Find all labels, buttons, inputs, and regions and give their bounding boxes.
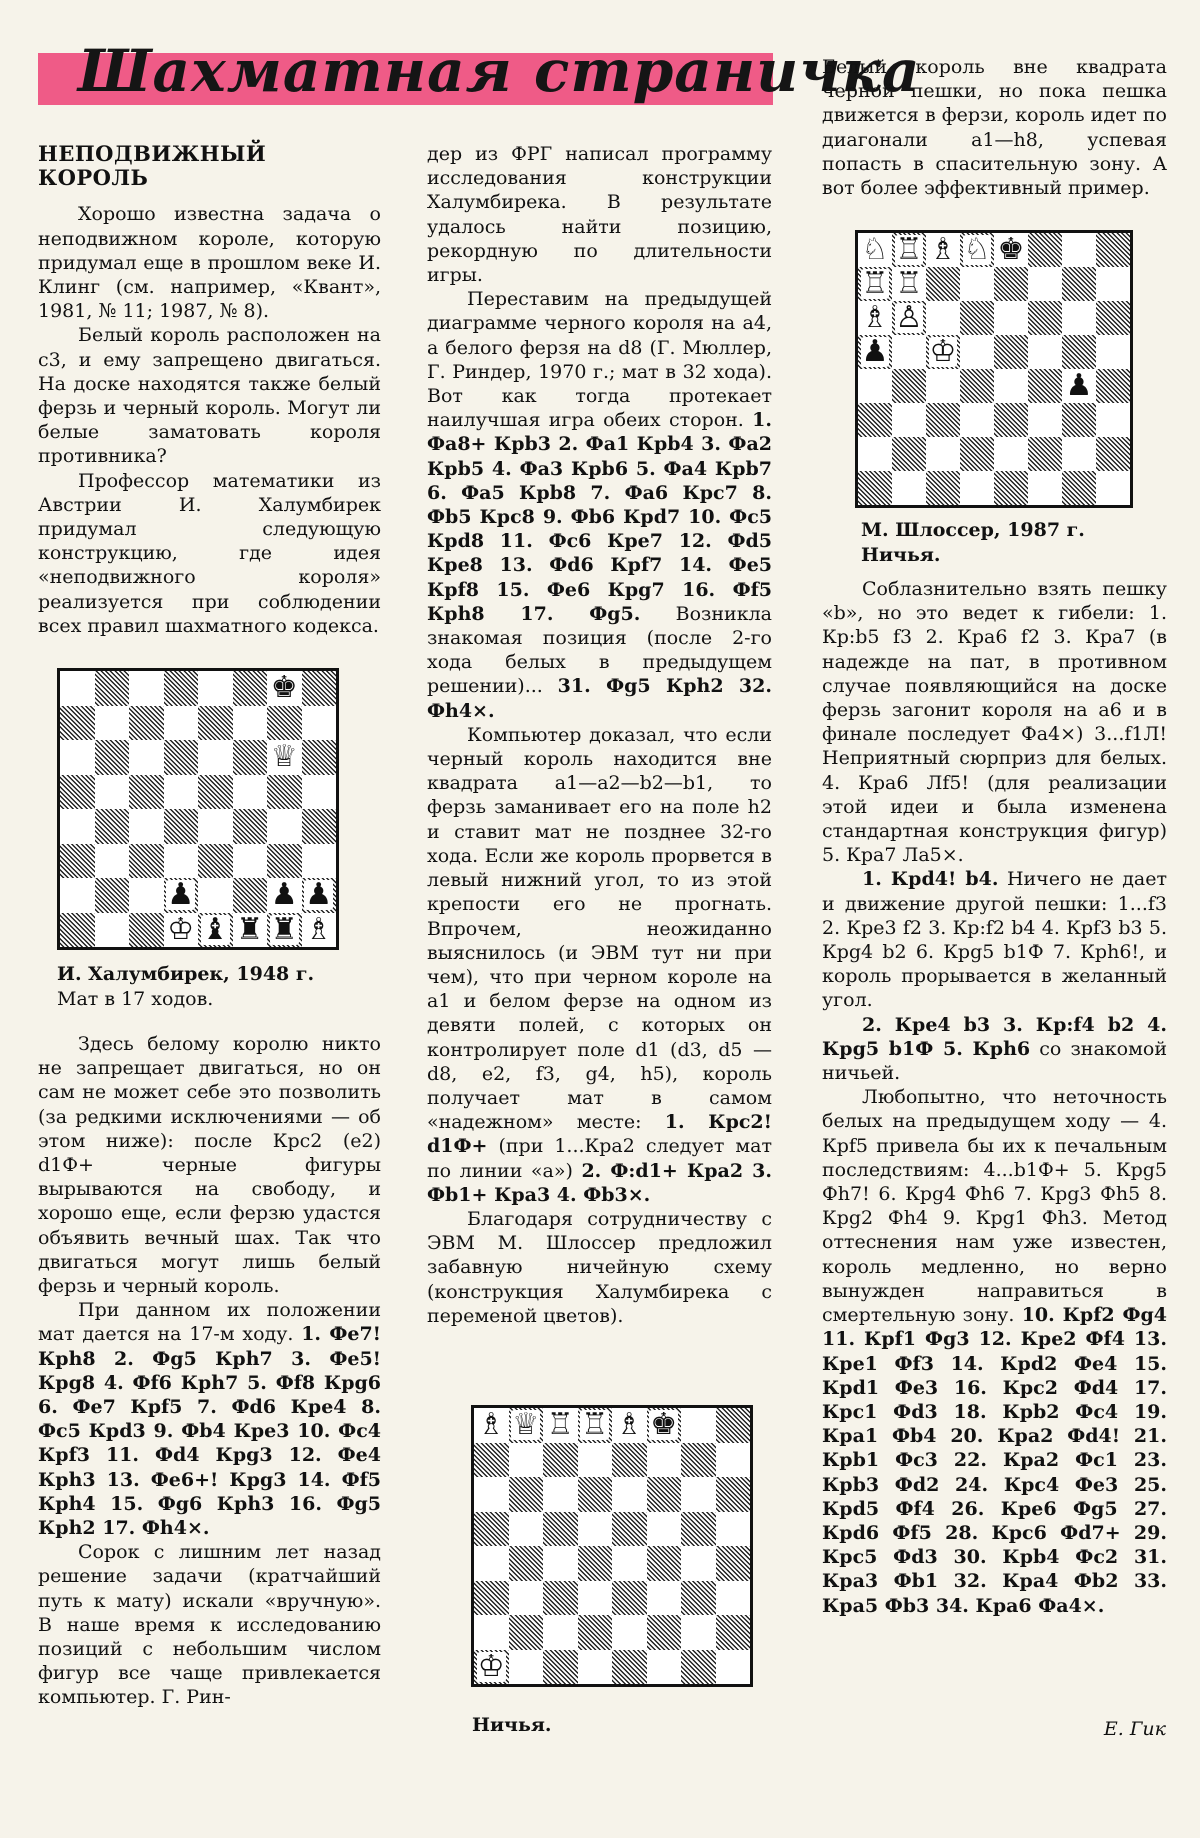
paragraph xyxy=(38,1298,381,1540)
board-square xyxy=(1062,471,1096,505)
board-square xyxy=(164,706,199,741)
board-square xyxy=(164,740,199,775)
board-square xyxy=(994,267,1028,301)
board-square xyxy=(302,809,337,844)
board-square xyxy=(681,1443,716,1478)
board-square xyxy=(198,809,233,844)
board-square xyxy=(681,1512,716,1547)
moves: 1. Крd4! b4. xyxy=(862,868,999,891)
board-square xyxy=(233,671,268,706)
board-square xyxy=(543,1443,578,1478)
moves: 1. Фe7! Крh8 2. Фg5 Крh7 3. Фe5! Крg8 4. Фf6 Крh7 5. Фf8 Крg6 6. Фe7 Крf5 7. Фd6 Крe4 8. Фc5 Крd3 9. Фb4 Крe3 10. Фc4 Крf3 11. Фd4 Крg3 12. Фe4 Крh3 13. Фe6+! Крg3 14. Фf5 Крh4 15. Фg6 Крh3 16. Фg5 Крh2 17. Фh4×. xyxy=(38,1323,382,1540)
board-square xyxy=(681,1581,716,1616)
board-square xyxy=(926,437,960,471)
board-square xyxy=(302,844,337,879)
board-square xyxy=(164,913,199,948)
board-square xyxy=(198,740,233,775)
board-square xyxy=(1096,369,1130,403)
board-square xyxy=(926,267,960,301)
board-square xyxy=(647,1581,682,1616)
column-3-lower xyxy=(822,577,1167,1618)
board-square xyxy=(509,1650,544,1685)
board-square xyxy=(1028,369,1062,403)
board-square xyxy=(578,1408,613,1443)
board-square xyxy=(233,913,268,948)
board-square xyxy=(1062,267,1096,301)
board-square xyxy=(267,844,302,879)
board-square xyxy=(198,775,233,810)
board-square xyxy=(892,267,926,301)
board-square xyxy=(612,1477,647,1512)
chess-piece-icon: ♖ xyxy=(895,232,923,267)
board-square xyxy=(60,740,95,775)
board-square xyxy=(1028,437,1062,471)
board-square xyxy=(994,301,1028,335)
diagram-1-caption xyxy=(57,962,357,1012)
chess-piece-icon: ♟ xyxy=(305,877,333,913)
chess-piece-icon: ♔ xyxy=(477,1648,505,1684)
board-square xyxy=(578,1581,613,1616)
board-square xyxy=(474,1408,509,1443)
board-square xyxy=(1096,233,1130,267)
board-square xyxy=(612,1650,647,1685)
board-square xyxy=(892,437,926,471)
paragraph xyxy=(822,1085,1167,1617)
board-square xyxy=(1062,335,1096,369)
board-square xyxy=(198,706,233,741)
board-square xyxy=(1062,437,1096,471)
board-square xyxy=(129,740,164,775)
board-square xyxy=(578,1546,613,1581)
board-square xyxy=(1096,403,1130,437)
chess-piece-icon: ♖ xyxy=(895,266,923,301)
text-run: Любопытно, что неточность белых на предыдущем ходу — 4. Крf5 привела бы их к печальным последствиям: 4...b1Ф+ 5. Крg5 Фh7! 6. Крg4 Фh6 7. Крg3 Фh5 8. Крg2 Фh4 9. Крg1 Фh3. Метод оттеснения нам уже известен, король медленно, но верно вынужден направиться в смертельную зону. xyxy=(822,1086,1167,1327)
board-square xyxy=(892,335,926,369)
board-square xyxy=(960,233,994,267)
paragraph: дер из ФРГ написал программу исследования конструкции Халумбирека. В результате удалось найти позицию, рекордную по длительности игры. xyxy=(427,143,772,287)
moves: 2. Ф:d1+ Крa2 3. Фb1+ Крa3 4. Фb3×. xyxy=(427,1159,772,1206)
board-square xyxy=(543,1650,578,1685)
board-square xyxy=(302,671,337,706)
chess-piece-icon: ♗ xyxy=(615,1407,643,1443)
board-square xyxy=(612,1615,647,1650)
board-square xyxy=(129,706,164,741)
board-square xyxy=(198,913,233,948)
board-square xyxy=(858,369,892,403)
board-square xyxy=(543,1546,578,1581)
board-square xyxy=(267,740,302,775)
board-square xyxy=(647,1443,682,1478)
moves: 2. Крe4 b3 3. Кр:f4 b2 4. Крg5 b1Ф 5. Крh6 xyxy=(822,1013,1167,1060)
board-square xyxy=(302,740,337,775)
chess-piece-icon: ♔ xyxy=(929,334,957,369)
board-square xyxy=(267,809,302,844)
board-square xyxy=(164,671,199,706)
diagram-caption-author: М. Шлоссер, 1987 г. xyxy=(861,519,1085,541)
board-square xyxy=(267,671,302,706)
board-square xyxy=(95,809,130,844)
board-square xyxy=(60,775,95,810)
board-square xyxy=(960,301,994,335)
board-square xyxy=(960,267,994,301)
board-square xyxy=(647,1477,682,1512)
board-square xyxy=(892,471,926,505)
board-square xyxy=(543,1477,578,1512)
chess-piece-icon: ♖ xyxy=(546,1407,574,1443)
board-square xyxy=(612,1546,647,1581)
board-square xyxy=(1028,335,1062,369)
board-square xyxy=(1028,267,1062,301)
board-square xyxy=(129,878,164,913)
chess-piece-icon: ♘ xyxy=(861,232,889,267)
board-square xyxy=(858,471,892,505)
section-banner xyxy=(38,37,921,105)
board-square xyxy=(926,403,960,437)
board-square xyxy=(926,335,960,369)
board-square xyxy=(716,1512,751,1547)
chess-piece-icon: ♙ xyxy=(895,300,923,335)
board-square xyxy=(647,1615,682,1650)
board-square xyxy=(233,706,268,741)
board-square xyxy=(994,335,1028,369)
chess-piece-icon: ♟ xyxy=(270,877,298,913)
board-square xyxy=(129,775,164,810)
chess-piece-icon: ♕ xyxy=(512,1407,540,1443)
board-square xyxy=(681,1615,716,1650)
board-square xyxy=(926,471,960,505)
moves: 1. Фa8+ Крb3 2. Фa1 Крb4 3. Фa2 Крb5 4. Фa3 Крb6 5. Фa4 Крb7 6. Фa5 Крb8 7. Фa6 Крc7 8. Фb5 Крc8 9. Фb6 Крd7 10. Фc5 Крd8 11. Фc6 Крe7 12. Фd5 Крe8 13. Фd6 Крf7 14. Фe5 Крf8 15. Фe6 Крg7 16. Фf5 Крh8 17. Фg5. xyxy=(427,409,772,625)
chess-piece-icon: ♟ xyxy=(861,334,889,369)
paragraph: Сорок с лишним лет назад решение задачи (кратчайший путь к мату) искали «вручную». В наше время к исследованию позиций с небольшим числом фигур все чаще привлекается компьютер. Г. Рин- xyxy=(38,1541,381,1709)
board-square xyxy=(647,1650,682,1685)
board-square xyxy=(302,878,337,913)
paragraph: Белый король вне квадрата черной пешки, но пока пешка движется в ферзи, король идет по диагонали a1—h8, успевая попасть в спасительную зону. А вот более эффективный пример. xyxy=(822,56,1167,200)
moves: 1. Крc2! d1Ф+ xyxy=(427,1111,772,1158)
board-square xyxy=(302,913,337,948)
board-square xyxy=(1096,471,1130,505)
board-square xyxy=(716,1443,751,1478)
article-heading: НЕПОДВИЖНЫЙ КОРОЛЬ xyxy=(38,141,267,191)
board-square xyxy=(60,878,95,913)
board-square xyxy=(1062,369,1096,403)
paragraph xyxy=(822,1013,1167,1086)
board-square xyxy=(960,335,994,369)
board-square xyxy=(892,403,926,437)
board-square xyxy=(1028,403,1062,437)
chess-diagram-3 xyxy=(855,230,1133,508)
board-square xyxy=(578,1650,613,1685)
board-square xyxy=(716,1477,751,1512)
chess-piece-icon: ♟ xyxy=(167,877,195,913)
board-square xyxy=(509,1408,544,1443)
board-square xyxy=(1028,471,1062,505)
board-square xyxy=(926,369,960,403)
board-square xyxy=(1096,437,1130,471)
board-square xyxy=(1096,267,1130,301)
board-square xyxy=(578,1477,613,1512)
column-1-lower xyxy=(38,1032,381,1710)
chess-piece-icon: ♜ xyxy=(270,911,298,947)
board-square xyxy=(164,878,199,913)
board-square xyxy=(543,1581,578,1616)
board-square xyxy=(960,471,994,505)
text-run: (при 1...Крa2 следует мат по линии «a») xyxy=(427,1135,773,1182)
board-square xyxy=(164,775,199,810)
chess-piece-icon: ♘ xyxy=(963,232,991,267)
board-square xyxy=(302,775,337,810)
chess-piece-icon: ♔ xyxy=(167,911,195,947)
diagram-3-caption xyxy=(861,518,1161,568)
board-square xyxy=(60,671,95,706)
chess-piece-icon: ♚ xyxy=(650,1407,678,1443)
chess-piece-icon: ♝ xyxy=(201,911,229,947)
board-square xyxy=(994,403,1028,437)
board-square xyxy=(716,1581,751,1616)
board-square xyxy=(1096,301,1130,335)
paragraph xyxy=(427,723,772,1207)
paragraph xyxy=(427,287,772,723)
chess-piece-icon: ♖ xyxy=(861,266,889,301)
board-square xyxy=(164,844,199,879)
board-square xyxy=(892,233,926,267)
diagram-caption-result: Ничья. xyxy=(861,544,941,566)
board-square xyxy=(60,809,95,844)
chess-piece-icon: ♖ xyxy=(581,1407,609,1443)
board-square xyxy=(858,267,892,301)
board-square xyxy=(129,671,164,706)
board-square xyxy=(1028,301,1062,335)
board-square xyxy=(612,1512,647,1547)
chess-piece-icon: ♗ xyxy=(861,300,889,335)
board-square xyxy=(543,1408,578,1443)
board-square xyxy=(474,1581,509,1616)
board-square xyxy=(578,1615,613,1650)
board-square xyxy=(509,1615,544,1650)
board-square xyxy=(129,913,164,948)
board-square xyxy=(267,775,302,810)
board-square xyxy=(1062,233,1096,267)
board-square xyxy=(474,1512,509,1547)
board-square xyxy=(612,1408,647,1443)
board-square xyxy=(198,878,233,913)
board-square xyxy=(474,1650,509,1685)
paragraph: Благодаря сотрудничеству с ЭВМ М. Шлоссер предложил забавную ничейную схему (конструкция Халумбирека с переменой цветов). xyxy=(427,1207,772,1327)
text-run: Компьютер доказал, что если черный король находится вне квадрата a1—a2—b2—b1, то ферзь заманивает его на поле h2 и ставит мат не позднее 32-го хода. Если же король прорвется в левый нижний угол, то из этой крепости его не прогнать. Впрочем, неожиданно выяснилось (и ЭВМ тут ни при чем), что при черном короле на a1 и белом ферзе на одном из девяти полей, с которых он контролирует поле d1 (d3, d5 — d8, e2, f3, g4, h5), король получает мат в самом «надежном» месте: xyxy=(427,723,772,1134)
board-square xyxy=(95,706,130,741)
board-square xyxy=(509,1477,544,1512)
paragraph: Профессор математики из Австрии И. Халумбирек придумал следующую конструкцию, где идея «неподвижного короля» реализуется при соблюдении всех правил шахматного кодекса. xyxy=(38,469,381,637)
chess-diagram-1 xyxy=(57,668,339,950)
board-square xyxy=(164,809,199,844)
board-square xyxy=(198,671,233,706)
board-square xyxy=(95,775,130,810)
board-square xyxy=(509,1581,544,1616)
column-1 xyxy=(38,142,381,638)
board-square xyxy=(578,1512,613,1547)
board-square xyxy=(474,1546,509,1581)
board-square xyxy=(1062,403,1096,437)
column-2 xyxy=(427,142,772,1328)
board-square xyxy=(60,706,95,741)
board-square xyxy=(681,1650,716,1685)
chess-piece-icon: ♟ xyxy=(1065,368,1093,403)
board-square xyxy=(994,471,1028,505)
board-square xyxy=(474,1477,509,1512)
text-run: Ничего не дает и движение другой пешки: 1...f3 2. Крe3 f2 3. Кр:f2 b4 4. Крf3 b3 5. Крg4 b2 6. Крg5 b1Ф 7. Крh6!, и король прорывается в желанный угол. xyxy=(822,868,1167,1012)
paragraph: Белый король расположен на c3, и ему запрещено двигаться. На доске находятся также белый ферзь и черный король. Могут ли белые заматовать короля противника? xyxy=(38,324,381,468)
board-square xyxy=(543,1615,578,1650)
board-square xyxy=(233,740,268,775)
board-square xyxy=(267,913,302,948)
chess-piece-icon: ♗ xyxy=(305,911,333,947)
paragraph: Здесь белому королю никто не запрещает двигаться, но он сам не может себе это позволить (за редкими исключениями — об этом ниже): после Крc2 (e2) d1Ф+ черные фигуры вырываются на свободу, и хорошо еще, если ферзю удастся объявить вечный шах. Так что двигаться могут лишь белый ферзь и черный король. xyxy=(38,1033,381,1298)
board-square xyxy=(543,1512,578,1547)
board-square xyxy=(716,1650,751,1685)
board-square xyxy=(681,1408,716,1443)
board-square xyxy=(994,437,1028,471)
board-square xyxy=(647,1512,682,1547)
board-square xyxy=(1028,233,1062,267)
board-square xyxy=(926,233,960,267)
board-square xyxy=(233,844,268,879)
board-square xyxy=(647,1408,682,1443)
board-square xyxy=(858,437,892,471)
moves: 10. Крf2 Фg4 11. Крf1 Фg3 12. Крe2 Фf4 13. Крe1 Фf3 14. Крd2 Фe4 15. Крd1 Фe3 16. Крc2 Фd4 17. Крc1 Фd3 18. Крb2 Фc4 19. Крa1 Фb4 20. Крa2 Фd4! 21. Крb1 Фc3 22. Крa2 Фc1 23. Крb3 Фd2 24. Крc4 Фe3 25. Крd5 Фf4 26. Крe6 Фg5 27. Крd6 Фf5 28. Крc6 Фd7+ 29. Крc5 Фd3 30. Крb4 Фc2 31. Крa3 Фb1 32. Крa4 Фb2 33. Крa5 Фb3 34. Крa6 Фa4×. xyxy=(822,1304,1167,1617)
board-square xyxy=(612,1581,647,1616)
board-square xyxy=(267,878,302,913)
board-square xyxy=(95,671,130,706)
diagram-caption-author: И. Халумбирек, 1948 г. xyxy=(57,963,315,985)
diagram-2-caption: Ничья. xyxy=(472,1714,552,1736)
paragraph: Соблазнительно взять пешку «b», но это ведет к гибели: 1. Кр:b5 f3 2. Крa6 f2 3. Крa7 (в надежде на пат, в противном случае появляющийся на доске ферзь загонит короля на a6 и в финале последует Фa4×) 3...f1Л! Неприятный сюрприз для белых. 4. Крa6 Лf5! (для реализации этой идеи и была изменена стандартная конструкция фигур) 5. Крa7 Лa5×. xyxy=(822,578,1167,867)
board-square xyxy=(95,740,130,775)
chess-piece-icon: ♗ xyxy=(929,232,957,267)
chess-piece-icon: ♕ xyxy=(270,739,298,775)
board-square xyxy=(681,1546,716,1581)
board-square xyxy=(233,878,268,913)
chess-piece-icon: ♚ xyxy=(997,232,1025,267)
chess-piece-icon: ♗ xyxy=(477,1407,505,1443)
board-square xyxy=(716,1408,751,1443)
board-square xyxy=(716,1546,751,1581)
board-square xyxy=(95,844,130,879)
chess-diagram-2 xyxy=(471,1405,753,1687)
board-square xyxy=(926,301,960,335)
chess-piece-icon: ♚ xyxy=(270,670,298,706)
board-square xyxy=(129,844,164,879)
board-square xyxy=(960,437,994,471)
board-square xyxy=(578,1443,613,1478)
board-square xyxy=(233,775,268,810)
moves: 31. Фg5 Крh2 32. Фh4×. xyxy=(427,675,772,722)
board-square xyxy=(302,706,337,741)
author-signature: Е. Гик xyxy=(1103,1718,1166,1740)
text-run: При данном их положении мат дается на 17-м ходу. xyxy=(38,1299,381,1346)
board-square xyxy=(509,1546,544,1581)
board-square xyxy=(474,1615,509,1650)
board-square xyxy=(95,878,130,913)
board-square xyxy=(892,301,926,335)
board-square xyxy=(267,706,302,741)
board-square xyxy=(960,403,994,437)
board-square xyxy=(994,369,1028,403)
board-square xyxy=(858,233,892,267)
board-square xyxy=(716,1615,751,1650)
paragraph: Хорошо известна задача о неподвижном короле, которую придумал еще в прошлом веке И. Клинг (см. например, «Квант», 1981, № 11; 1987, № 8). xyxy=(38,203,381,323)
text-run: Переставим на предыдущей диаграмме черного короля на a4, а белого ферзя на d8 (Г. Мюллер, Г. Риндер, 1970 г.; мат в 32 хода). Вот как тогда протекает наилучшая игра обеих сторон. xyxy=(427,288,772,432)
board-square xyxy=(612,1443,647,1478)
board-square xyxy=(1096,335,1130,369)
board-square xyxy=(509,1512,544,1547)
board-square xyxy=(198,844,233,879)
board-square xyxy=(474,1443,509,1478)
banner-title: Шахматная страничка xyxy=(78,37,921,105)
board-square xyxy=(1062,301,1096,335)
board-square xyxy=(994,233,1028,267)
text-run: Возникла знакомая позиция (после 2-го хода белых в предыдущем решении)... xyxy=(427,602,772,698)
board-square xyxy=(858,301,892,335)
diagram-caption-task: Мат в 17 ходов. xyxy=(57,988,214,1010)
board-square xyxy=(60,844,95,879)
board-square xyxy=(858,335,892,369)
text-run: со знакомой ничьей. xyxy=(822,1037,1167,1085)
board-square xyxy=(509,1443,544,1478)
board-square xyxy=(233,809,268,844)
board-square xyxy=(858,403,892,437)
board-square xyxy=(681,1477,716,1512)
board-square xyxy=(95,913,130,948)
paragraph xyxy=(822,867,1167,1012)
board-square xyxy=(960,369,994,403)
chess-piece-icon: ♜ xyxy=(236,911,264,947)
board-square xyxy=(129,809,164,844)
board-square xyxy=(647,1546,682,1581)
column-3 xyxy=(822,55,1167,200)
board-square xyxy=(892,369,926,403)
board-square xyxy=(60,913,95,948)
